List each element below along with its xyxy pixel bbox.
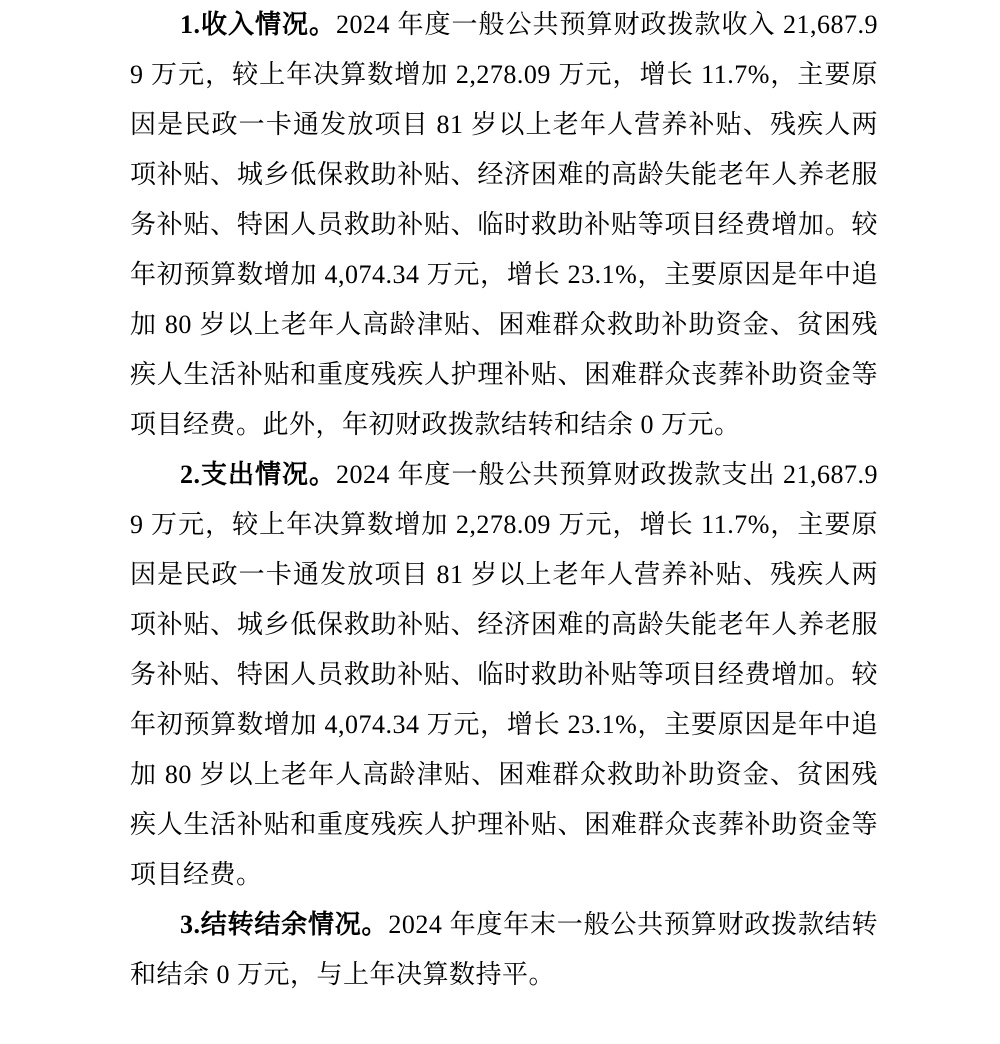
income-section-text: 2024 年度一般公共预算财政拨款收入 21,687.99 万元，较上年决算数增加 2,278.09 万元，增长 11.7%，主要原因是民政一卡通发放项目 81 岁以上老年人营养补贴、残疾人两项补贴、城乡低保救助补贴、经济困难的高龄失能老年人养老服务补贴、特困人员救助补贴、临时救助补贴等项目经费增加。较年初预算数增加 4,074.34 万元，增长 23.1%，主要原因是年中追加 80 岁以上老年人高龄津贴、困难群众救助补助资金、贫困残疾人生活补贴和重度残疾人护理补贴、困难群众丧葬补助资金等项目经费。此外，年初财政拨款结转和结余 0 万元。 xyxy=(130,10,878,439)
carryover-section-heading: 3.结转结余情况。 xyxy=(180,910,389,939)
income-section-heading: 1.收入情况。 xyxy=(180,10,336,39)
carryover-section-text: 2024 年度年末一般公共预算财政拨款结转和结余 0 万元，与上年决算数持平。 xyxy=(130,910,878,989)
paragraph-income-section xyxy=(130,0,878,450)
paragraph-carryover-section xyxy=(130,900,878,1000)
expenditure-section-text: 2024 年度一般公共预算财政拨款支出 21,687.99 万元，较上年决算数增加 2,278.09 万元，增长 11.7%，主要原因是民政一卡通发放项目 81 岁以上老年人营养补贴、残疾人两项补贴、城乡低保救助补贴、经济困难的高龄失能老年人养老服务补贴、特困人员救助补贴、临时救助补贴等项目经费增加。较年初预算数增加 4,074.34 万元，增长 23.1%，主要原因是年中追加 80 岁以上老年人高龄津贴、困难群众救助补助资金、贫困残疾人生活补贴和重度残疾人护理补贴、困难群众丧葬补助资金等项目经费。 xyxy=(130,460,878,889)
expenditure-section-heading: 2.支出情况。 xyxy=(180,460,336,489)
paragraph-expenditure-section xyxy=(130,450,878,900)
